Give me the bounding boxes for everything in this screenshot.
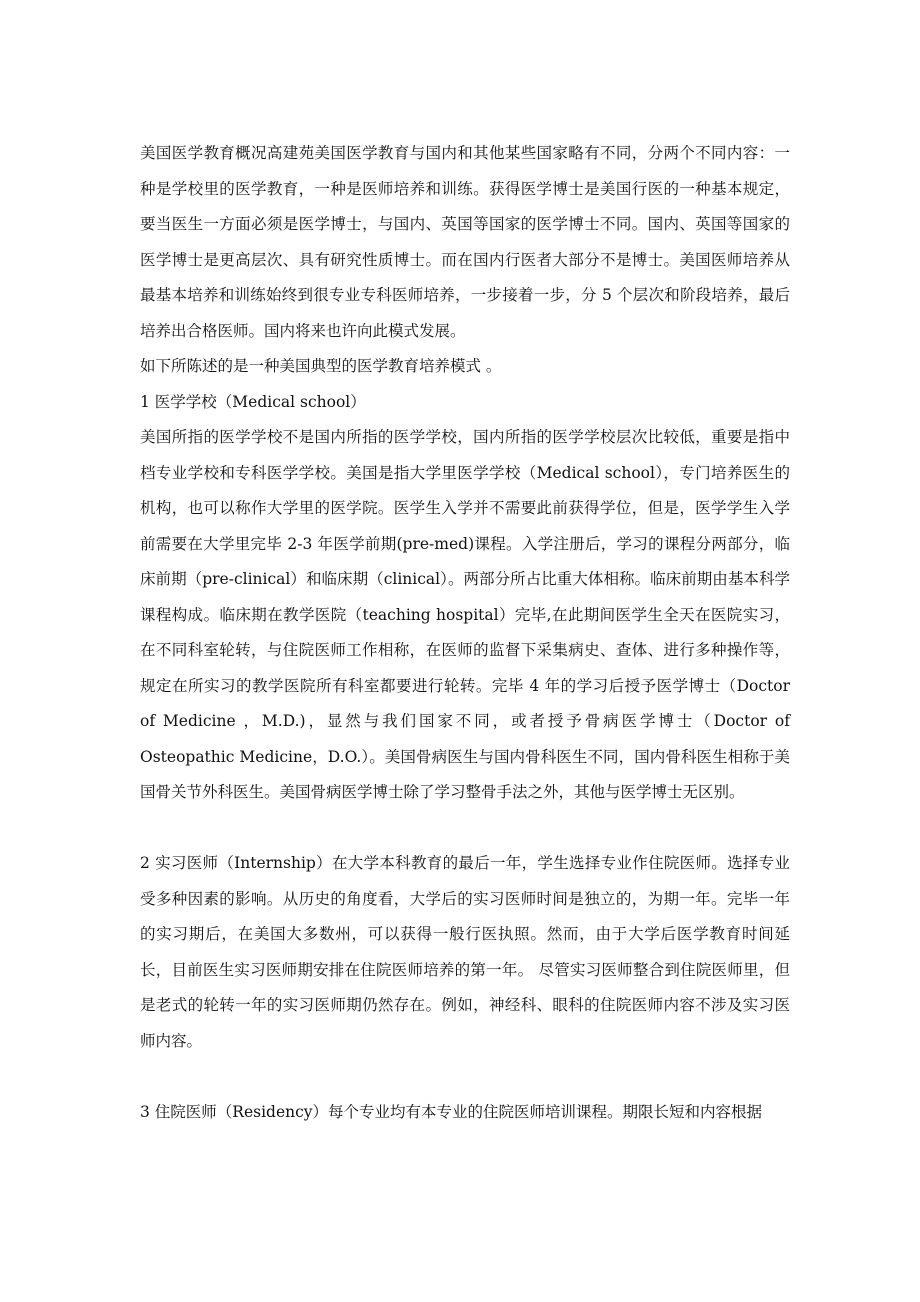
paragraph-model-intro: 如下所陈述的是一种美国典型的医学教育培养模式 。 — [140, 357, 502, 375]
paragraph-medical-school: 美国所指的医学学校不是国内所指的医学学校，国内所指的医学学校层次比较低，重要是指中档专业学校和专科医学学校。美国是指大学里医学学校（Medical school），专门培养医生的机构，也可以称作大学里的医学院。医学生入学并不需要此前获得学位，但是，医学学生入学前需要在大学里完毕 2-3 年医学前期(pre-med)课程。入学注册后，学习的课程分两部分，临床前期（pre-clinical）和临床期（clinical）。两部分所占比重大体相称。临床前期由基本科学课程构成。临床期在教学医院（teaching hospital）完毕,在此期间医学生全天在医院实习，在不同科室轮转，与住院医师工作相称，在医师的监督下采集病史、查体、进行多种操作等，规定在所实习的教学医院所有科室都要进行轮转。完毕 4 年的学习后授予医学博士（Doctor of Medicine ，M.D.)，显然与我们国家不同，或者授予骨病医学博士（Doctor of Osteopathic Medicine，D.O.）。美国骨病医生与国内骨科医生不同，国内骨科医生相称于美国骨关节外科医生。美国骨病医学博士除了学习整骨手法之外，其他与医学博士无区别。 — [140, 428, 790, 801]
section-heading-medical-school: 1 医学学校（Medical school） — [140, 392, 366, 411]
document-body — [140, 136, 790, 1130]
paragraph-residency: 3 住院医师（Residency）每个专业均有本专业的住院医师培训课程。期限长短和内容根据 — [140, 1102, 763, 1121]
paragraph-intro: 美国医学教育概况高建苑美国医学教育与国内和其他某些国家略有不同，分两个不同内容：一种是学校里的医学教育，一种是医师培养和训练。获得医学博士是美国行医的一种基本规定，要当医生一方面必须是医学博士，与国内、英国等国家的医学博士不同。国内、英国等国家的医学博士是更高层次、具有研究性质博士。而在国内行医者大部分不是博士。美国医师培养从最基本培养和训练始终到很专业专科医师培养，一步接着一步，分 5 个层次和阶段培养，最后培养出合格医师。国内将来也许向此模式发展。 — [140, 144, 790, 340]
paragraph-internship: 2 实习医师（Internship）在大学本科教育的最后一年，学生选择专业作住院医师。选择专业受多种因素的影响。从历史的角度看，大学后的实习医师时间是独立的，为期一年。完毕一年的实习期后，在美国大多数州，可以获得一般行医执照。然而，由于大学后医学教育时间延长，目前医生实习医师期安排在住院医师培养的第一年。 尽管实习医师整合到住院医师里，但是老式的轮转一年的实习医师期仍然存在。例如，神经科、眼科的住院医师内容不涉及实习医师内容。 — [140, 854, 790, 1050]
paragraph-spacer — [140, 811, 790, 847]
paragraph-spacer — [140, 1059, 790, 1095]
